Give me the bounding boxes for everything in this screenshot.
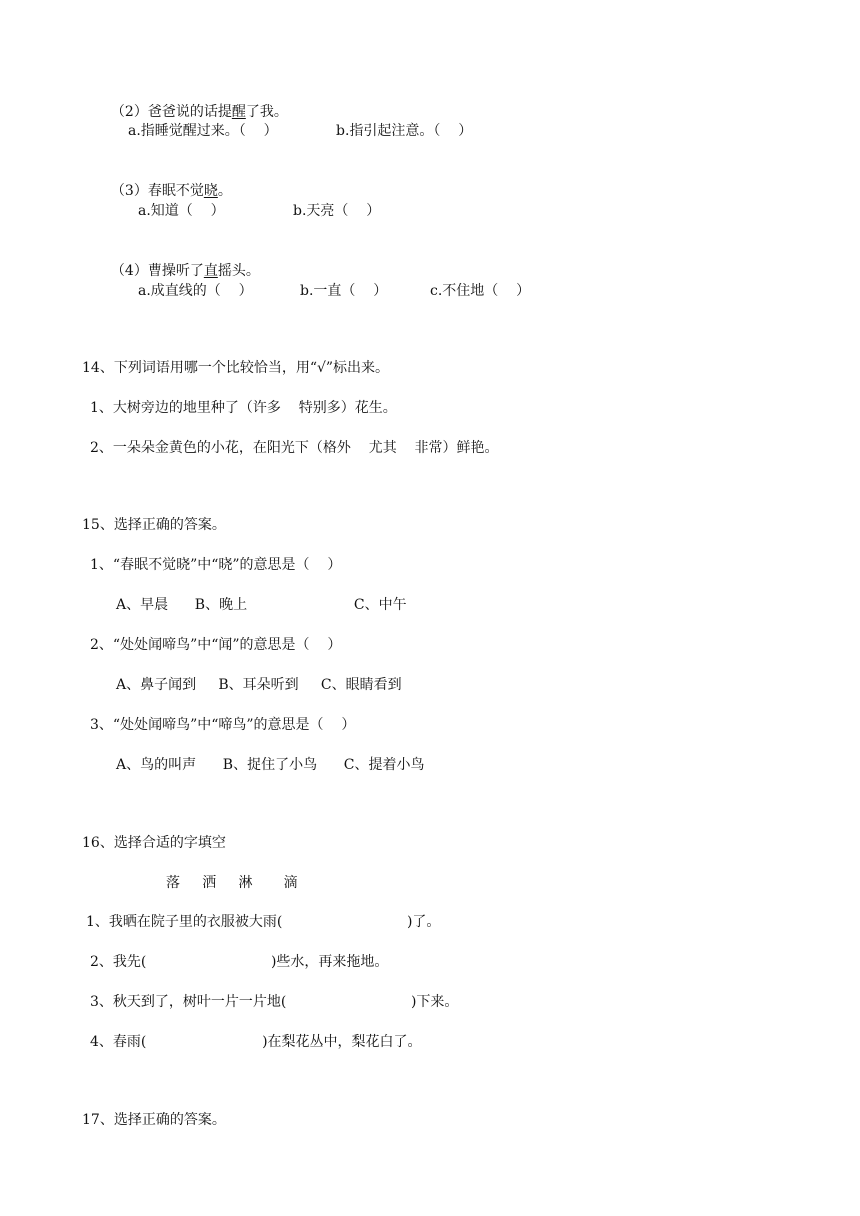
q13-item3-suffix: 。 <box>217 183 232 199</box>
q13-item4-option-a: a.成直线的（ ） <box>138 283 253 299</box>
q13-item2 <box>102 82 288 122</box>
q13-item3-option-a: a.知道（ ） <box>138 203 225 219</box>
q13-item4-option-b: b.一直（ ） <box>300 283 388 299</box>
q13-item4-prefix: （4）曹操听了 <box>110 263 204 279</box>
q13-item3-underlined: 晓 <box>203 183 218 199</box>
q13-item4-suffix: 摇头。 <box>217 263 260 279</box>
q14-sentence-1: 1、大树旁边的地里种了（许多 特别多）花生。 <box>90 400 397 416</box>
q17-title: 17、选择正确的答案。 <box>82 1112 226 1128</box>
q13-item3-option-b: b.天亮（ ） <box>293 203 381 219</box>
q13-item2-prefix: （2）爸爸说的话提 <box>110 104 232 120</box>
q15-sub-2: 2、“处处闻啼鸟”中“闻”的意思是（ ） <box>90 637 342 653</box>
q13-item3-prefix: （3）春眠不觉 <box>110 183 204 199</box>
q15-sub-3-options: A、鸟的叫声 B、捉住了小鸟 C、提着小鸟 <box>116 757 425 773</box>
q15-title: 15、选择正确的答案。 <box>82 517 226 533</box>
q16-sentence-4: 4、春雨( )在梨花丛中，梨花白了。 <box>90 1034 422 1050</box>
q13-item4-option-c: c.不住地（ ） <box>430 283 531 299</box>
q13-item2-option-a: a.指睡觉醒过来。（ ） <box>128 123 278 139</box>
q16-sentence-1: 1、我晒在院子里的衣服被大雨( )了。 <box>86 914 441 930</box>
q14-title: 14、下列词语用哪一个比较恰当，用“√”标出来。 <box>82 360 390 376</box>
q13-item2-underlined: 醒 <box>231 104 246 120</box>
q13-item3 <box>102 161 232 201</box>
q16-choices: 落 洒 淋 滴 <box>166 875 298 891</box>
q13-item2-option-b: b.指引起注意。（ ） <box>336 123 473 139</box>
q16-title: 16、选择合适的字填空 <box>82 835 226 851</box>
q16-sentence-3: 3、秋天到了，树叶一片一片地( )下来。 <box>90 994 459 1010</box>
q15-sub-2-options: A、鼻子闻到 B、耳朵听到 C、眼睛看到 <box>116 677 402 693</box>
q13-item4-underlined: 直 <box>203 263 218 279</box>
q13-item4 <box>102 241 260 281</box>
q15-sub-3: 3、“处处闻啼鸟”中“啼鸟”的意思是（ ） <box>90 717 356 733</box>
q15-sub-1-options: A、早晨 B、晚上 C、中午 <box>116 597 407 613</box>
q13-item2-suffix: 了我。 <box>245 104 288 120</box>
q14-sentence-2: 2、一朵朵金黄色的小花，在阳光下（格外 尤其 非常）鲜艳。 <box>90 440 499 456</box>
q16-sentence-2: 2、我先( )些水，再来拖地。 <box>90 954 389 970</box>
q15-sub-1: 1、“春眠不觉晓”中“晓”的意思是（ ） <box>90 557 342 573</box>
